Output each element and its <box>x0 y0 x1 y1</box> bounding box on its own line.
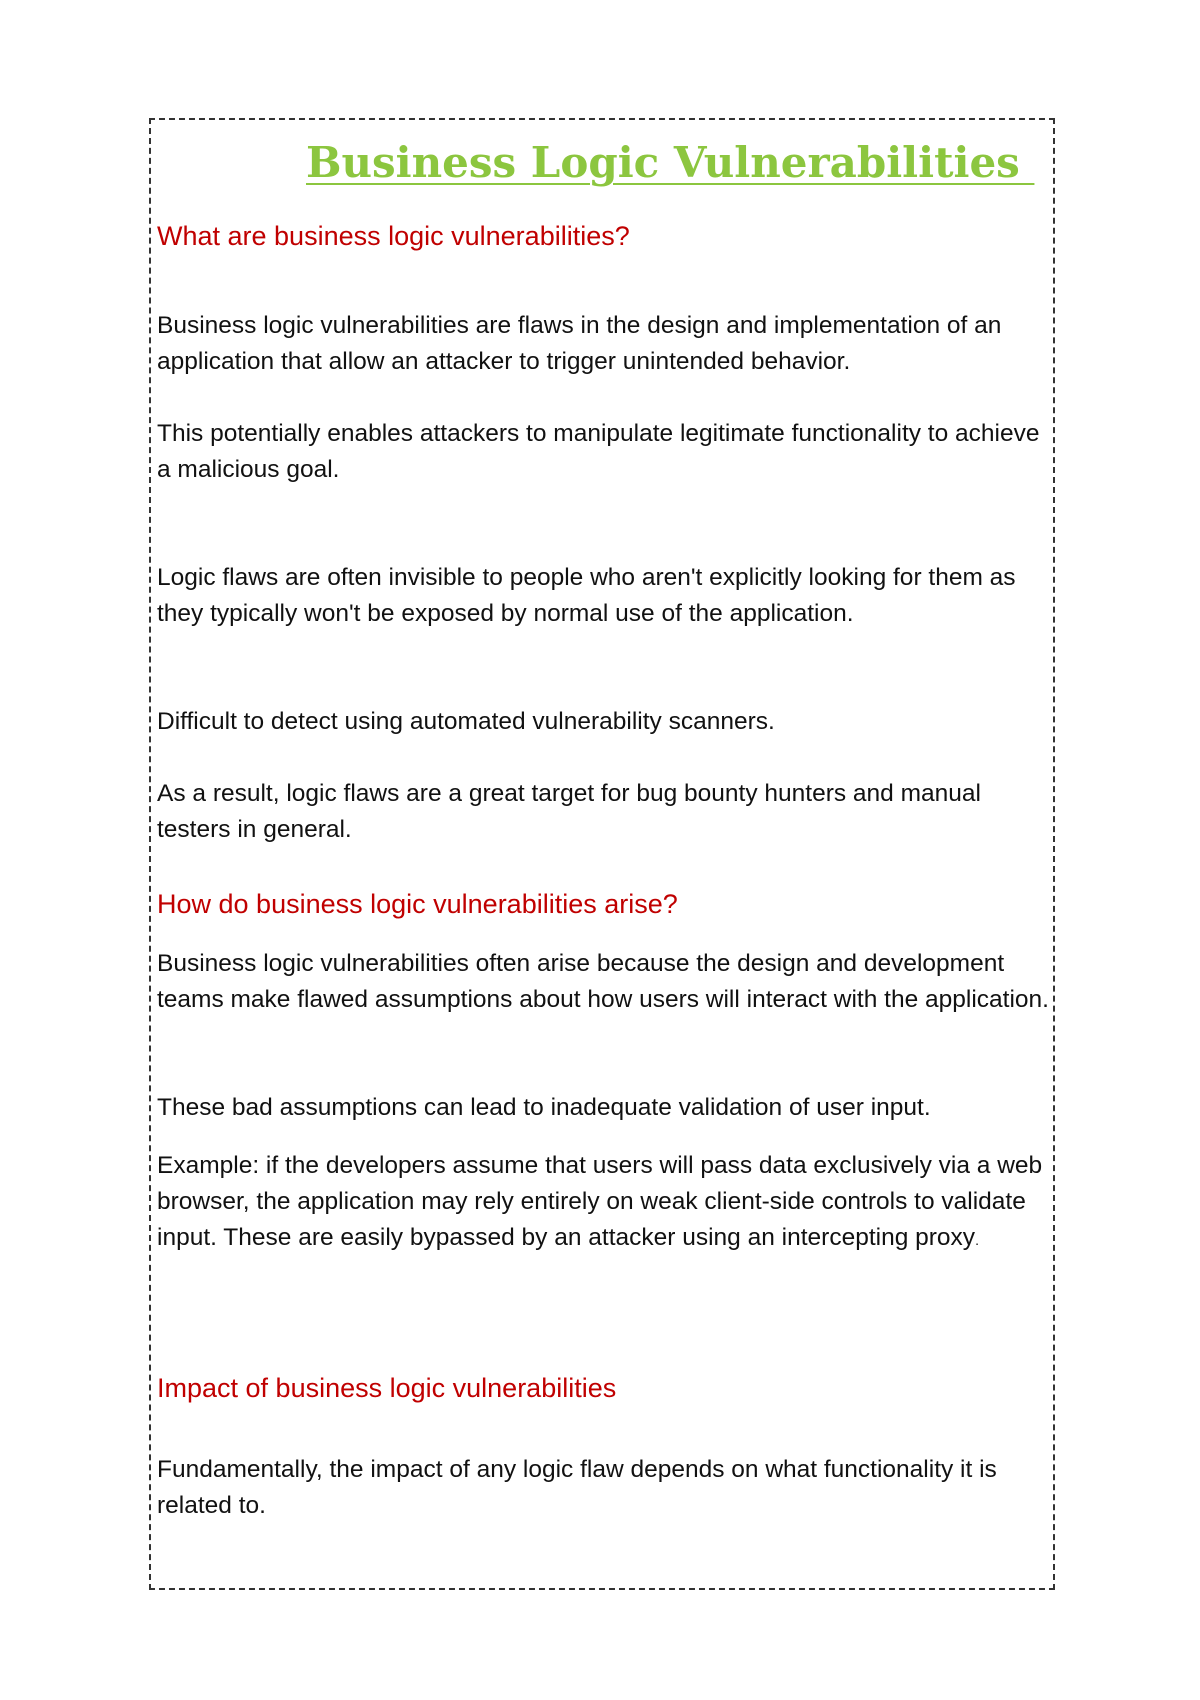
section-heading-how: How do business logic vulnerabilities arise? <box>157 889 678 919</box>
paragraph-result: As a result, logic flaws are a great target for bug bounty hunters and manual testers in general. <box>157 780 981 843</box>
example-period: . <box>975 1232 979 1248</box>
paragraph-potential: This potentially enables attackers to manipulate legitimate functionality to achieve a malicious goal. <box>157 420 1040 483</box>
document-title: Business Logic Vulnerabilities <box>306 138 1035 187</box>
paragraph-arise: Business logic vulnerabilities often arise because the design and development teams make flawed assumptions about how users will interact with the application. <box>157 950 1049 1013</box>
paragraph-impact: Fundamentally, the impact of any logic flaw depends on what functionality it is related to. <box>157 1456 997 1519</box>
paragraph-assumptions: These bad assumptions can lead to inadequate validation of user input. <box>157 1094 931 1121</box>
section-heading-what: What are business logic vulnerabilities? <box>157 221 630 251</box>
section-heading-impact: Impact of business logic vulnerabilities <box>157 1373 617 1403</box>
paragraph-example <box>157 1148 1057 1258</box>
paragraph-invisible: Logic flaws are often invisible to people who aren't explicitly looking for them as they typically won't be exposed by normal use of the application. <box>157 564 1016 627</box>
example-text: Example: if the developers assume that users will pass data exclusively via a web browser, the application may rely entirely on weak client-side controls to validate input. These are easily bypassed by an attacker using an intercepting proxy <box>157 1152 1043 1251</box>
paragraph-scanners: Difficult to detect using automated vulnerability scanners. <box>157 708 775 735</box>
paragraph-definition: Business logic vulnerabilities are flaws in the design and implementation of an application that allow an attacker to trigger unintended behavior. <box>157 312 1002 375</box>
